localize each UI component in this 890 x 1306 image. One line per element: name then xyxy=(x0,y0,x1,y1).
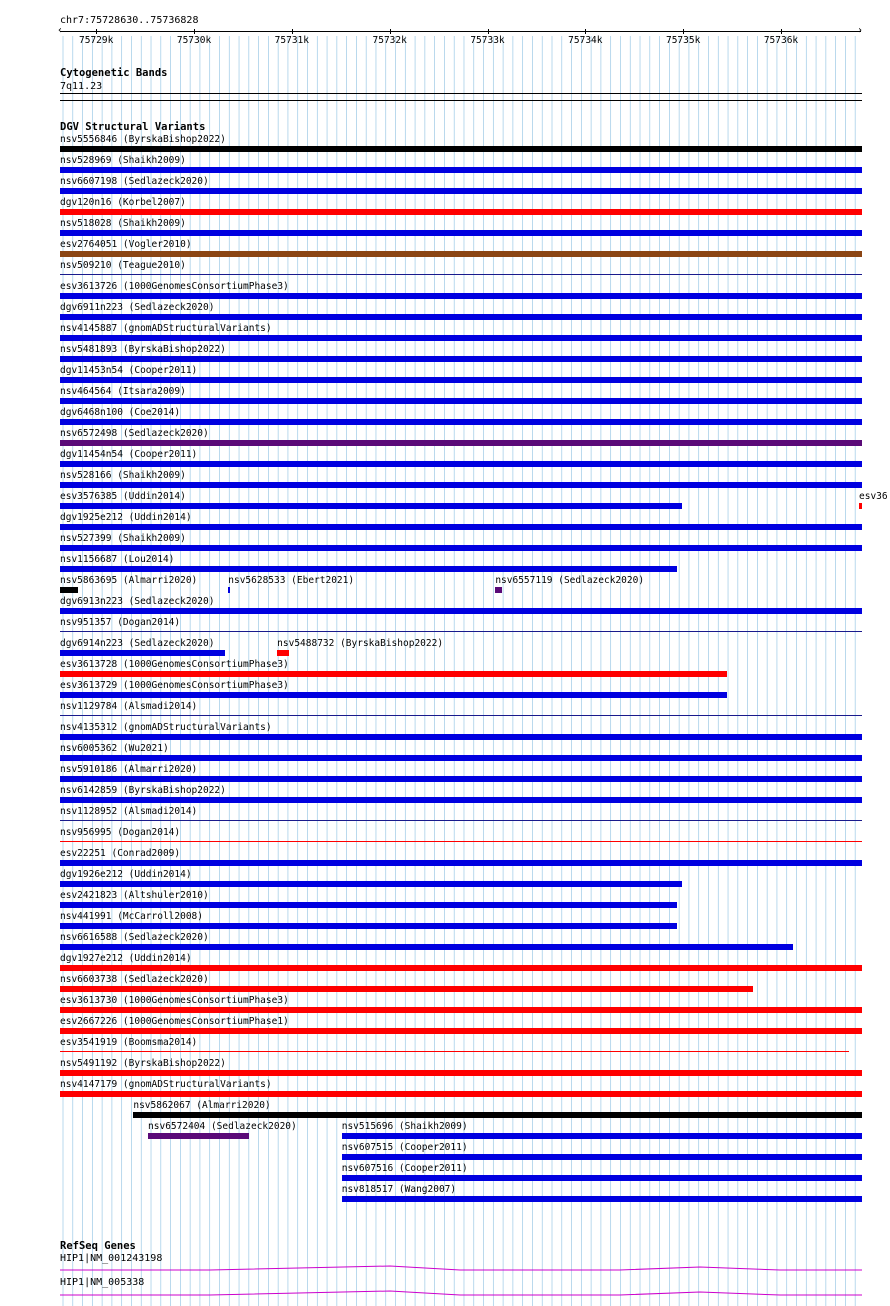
feature-bar[interactable] xyxy=(60,776,862,782)
feature-bar[interactable] xyxy=(60,608,862,614)
feature-bar[interactable] xyxy=(60,461,862,467)
cytoband-track-title: Cytogenetic Bands xyxy=(60,67,168,79)
feature-label: nsv509210 (Teague2010) xyxy=(60,260,186,271)
feature-bar[interactable] xyxy=(60,820,862,821)
ruler-tick-label: 75729k xyxy=(79,35,114,46)
feature-bar[interactable] xyxy=(495,587,502,593)
feature-bar[interactable] xyxy=(60,419,862,425)
feature-label: nsv5481893 (ByrskaBishop2022) xyxy=(60,344,226,355)
feature-bar[interactable] xyxy=(60,251,862,257)
feature-label: nsv5488732 (ByrskaBishop2022) xyxy=(277,638,444,649)
refseq-track-title: RefSeq Genes xyxy=(60,1240,136,1252)
track-divider xyxy=(60,100,862,101)
coordinate-range: chr7:75728630..75736828 xyxy=(60,15,199,26)
feature-label: dgv1927e212 (Uddin2014) xyxy=(60,953,192,964)
gene-label: HIP1|NM_001243198 xyxy=(60,1253,163,1264)
feature-bar[interactable] xyxy=(60,545,862,551)
feature-bar[interactable] xyxy=(60,314,862,320)
feature-label: nsv5862067 (Almarri2020) xyxy=(133,1100,271,1111)
ruler-tick xyxy=(585,29,586,34)
feature-bar[interactable] xyxy=(60,566,677,572)
feature-bar[interactable] xyxy=(133,1112,862,1118)
feature-label: nsv1156687 (Lou2014) xyxy=(60,554,175,565)
feature-label: nsv6607198 (Sedlazeck2020) xyxy=(60,176,209,187)
feature-label: esv3613730 (1000GenomesConsortiumPhase3) xyxy=(60,995,289,1006)
feature-label: dgv6914n223 (Sedlazeck2020) xyxy=(60,638,215,649)
feature-label: nsv6572498 (Sedlazeck2020) xyxy=(60,428,209,439)
feature-label: esv3613728 (1000GenomesConsortiumPhase3) xyxy=(60,659,289,670)
ruler-tick-label: 75734k xyxy=(568,35,603,46)
feature-bar[interactable] xyxy=(60,167,862,173)
feature-bar[interactable] xyxy=(60,209,862,215)
ruler-tick xyxy=(194,29,195,34)
feature-label: nsv528166 (Shaikh2009) xyxy=(60,470,186,481)
gene-model-hip1-nm005338[interactable] xyxy=(60,1289,862,1299)
feature-bar[interactable] xyxy=(277,650,289,656)
feature-label: nsv6603738 (Sedlazeck2020) xyxy=(60,974,209,985)
feature-label: esv3576385 (Uddin2014) xyxy=(60,491,186,502)
feature-label: esv3613729 (1000GenomesConsortiumPhase3) xyxy=(60,680,289,691)
ruler-tick xyxy=(96,29,97,34)
feature-bar[interactable] xyxy=(60,230,862,236)
feature-label: nsv6005362 (Wu2021) xyxy=(60,743,169,754)
feature-bar[interactable] xyxy=(60,1007,862,1013)
feature-bar[interactable] xyxy=(60,734,862,740)
feature-label: nsv607515 (Cooper2011) xyxy=(341,1142,468,1153)
feature-label: esv3541919 (Boomsma2014) xyxy=(60,1037,198,1048)
feature-bar[interactable] xyxy=(60,524,862,530)
feature-label: dgv120n16 (Korbel2007) xyxy=(60,197,186,208)
feature-bar[interactable] xyxy=(148,1133,249,1139)
feature-bar[interactable] xyxy=(60,1051,849,1052)
feature-bar[interactable] xyxy=(60,377,862,383)
feature-bar[interactable] xyxy=(60,965,862,971)
ruler-tick-label: 75730k xyxy=(176,35,212,46)
feature-label: nsv5910186 (Almarri2020) xyxy=(60,764,198,775)
feature-label: nsv951357 (Dogan2014) xyxy=(60,617,181,628)
feature-label: esv2421823 (Altshuler2010) xyxy=(60,890,209,901)
feature-label: nsv6616588 (Sedlazeck2020) xyxy=(60,932,209,943)
feature-bar[interactable] xyxy=(60,841,862,842)
ruler-tick xyxy=(488,29,489,34)
feature-bar[interactable] xyxy=(60,188,862,194)
feature-bar[interactable] xyxy=(60,335,862,341)
feature-bar[interactable] xyxy=(60,755,862,761)
feature-bar[interactable] xyxy=(859,503,862,509)
gene-label: HIP1|NM_005338 xyxy=(60,1277,145,1288)
feature-bar[interactable] xyxy=(60,293,862,299)
feature-bar[interactable] xyxy=(342,1154,862,1160)
feature-label: esv2667226 (1000GenomesConsortiumPhase1) xyxy=(60,1016,289,1027)
feature-label: nsv464564 (Itsara2009) xyxy=(60,386,186,397)
feature-label: nsv4145887 (gnomADStructuralVariants) xyxy=(60,323,272,334)
ruler-arrow-right: › xyxy=(857,25,864,36)
feature-label: nsv1128952 (Alsmadi2014) xyxy=(60,806,198,817)
feature-bar[interactable] xyxy=(60,881,682,887)
cytoband-label: 7q11.23 xyxy=(60,81,103,92)
feature-label: esv2764051 (Vogler2010) xyxy=(60,239,192,250)
feature-bar[interactable] xyxy=(228,587,230,593)
ruler-tick-label: 75733k xyxy=(470,35,505,46)
gene-model-hip1-nm001243198[interactable] xyxy=(60,1264,862,1274)
feature-label: dgv6913n223 (Sedlazeck2020) xyxy=(60,596,215,607)
feature-bar[interactable] xyxy=(60,440,862,446)
feature-label: nsv6572404 (Sedlazeck2020) xyxy=(148,1121,297,1132)
feature-label: nsv527399 (Shaikh2009) xyxy=(60,533,186,544)
feature-label: nsv441991 (McCarroll2008) xyxy=(60,911,203,922)
feature-bar[interactable] xyxy=(60,715,862,716)
ruler-tick-label: 75736k xyxy=(763,35,799,46)
ruler-tick xyxy=(781,29,782,34)
feature-bar[interactable] xyxy=(60,482,862,488)
feature-label: esv22251 (Conrad2009) xyxy=(60,848,181,859)
feature-label: nsv607516 (Cooper2011) xyxy=(341,1163,468,1174)
ruler-tick xyxy=(390,29,391,34)
feature-bar[interactable] xyxy=(60,356,862,362)
feature-label: dgv11454n54 (Cooper2011) xyxy=(60,449,198,460)
ruler-tick xyxy=(292,29,293,34)
feature-bar[interactable] xyxy=(60,1028,862,1034)
ruler-tick-label: 75731k xyxy=(274,35,310,46)
feature-label: nsv518028 (Shaikh2009) xyxy=(60,218,186,229)
feature-label: nsv818517 (Wang2007) xyxy=(341,1184,457,1195)
feature-bar[interactable] xyxy=(342,1133,862,1139)
feature-bar[interactable] xyxy=(60,503,682,509)
feature-label: nsv4135312 (gnomADStructuralVariants) xyxy=(60,722,272,733)
feature-bar[interactable] xyxy=(60,1091,862,1097)
feature-bar[interactable] xyxy=(60,398,862,404)
feature-bar[interactable] xyxy=(60,671,727,677)
feature-label: nsv5556846 (ByrskaBishop2022) xyxy=(60,134,226,145)
ruler-tick-label: 75735k xyxy=(665,35,701,46)
feature-bar[interactable] xyxy=(60,692,727,698)
feature-label: esv3613726 (1000GenomesConsortiumPhase3) xyxy=(60,281,289,292)
ruler-tick-label: 75732k xyxy=(372,35,407,46)
feature-label: nsv1129784 (Alsmadi2014) xyxy=(60,701,198,712)
feature-label: nsv5491192 (ByrskaBishop2022) xyxy=(60,1058,226,1069)
feature-bar[interactable] xyxy=(342,1196,862,1202)
feature-label: nsv6557119 (Sedlazeck2020) xyxy=(495,575,645,586)
feature-bar[interactable] xyxy=(60,902,677,908)
feature-label: nsv515696 (Shaikh2009) xyxy=(341,1121,468,1132)
feature-label: dgv6468n100 (Coe2014) xyxy=(60,407,181,418)
ruler-arrow-left: ‹ xyxy=(57,25,64,36)
feature-label: nsv6142859 (ByrskaBishop2022) xyxy=(60,785,226,796)
feature-bar[interactable] xyxy=(60,860,862,866)
feature-bar[interactable] xyxy=(342,1175,862,1181)
feature-bar[interactable] xyxy=(60,650,225,656)
dgv-track-title: DGV Structural Variants xyxy=(60,121,206,133)
feature-bar[interactable] xyxy=(60,587,78,593)
feature-label: dgv1925e212 (Uddin2014) xyxy=(60,512,192,523)
feature-label: dgv1926e212 (Uddin2014) xyxy=(60,869,192,880)
feature-bar[interactable] xyxy=(60,631,862,632)
feature-bar[interactable] xyxy=(60,944,793,950)
ruler-axis xyxy=(60,31,861,32)
feature-bar[interactable] xyxy=(60,274,862,275)
ruler-tick xyxy=(683,29,684,34)
feature-label: esv36 xyxy=(859,491,888,502)
feature-bar[interactable] xyxy=(60,146,862,152)
feature-label: nsv956995 (Dogan2014) xyxy=(60,827,181,838)
feature-label: nsv5863695 (Almarri2020) xyxy=(60,575,198,586)
feature-bar[interactable] xyxy=(60,986,753,992)
feature-label: dgv11453n54 (Cooper2011) xyxy=(60,365,198,376)
feature-bar[interactable] xyxy=(60,797,862,803)
feature-bar[interactable] xyxy=(60,1070,862,1076)
cytoband-bar[interactable] xyxy=(60,93,862,94)
feature-label: nsv4147179 (gnomADStructuralVariants) xyxy=(60,1079,272,1090)
feature-bar[interactable] xyxy=(60,923,677,929)
feature-label: nsv5628533 (Ebert2021) xyxy=(228,575,355,586)
feature-label: nsv528969 (Shaikh2009) xyxy=(60,155,186,166)
feature-label: dgv6911n223 (Sedlazeck2020) xyxy=(60,302,215,313)
